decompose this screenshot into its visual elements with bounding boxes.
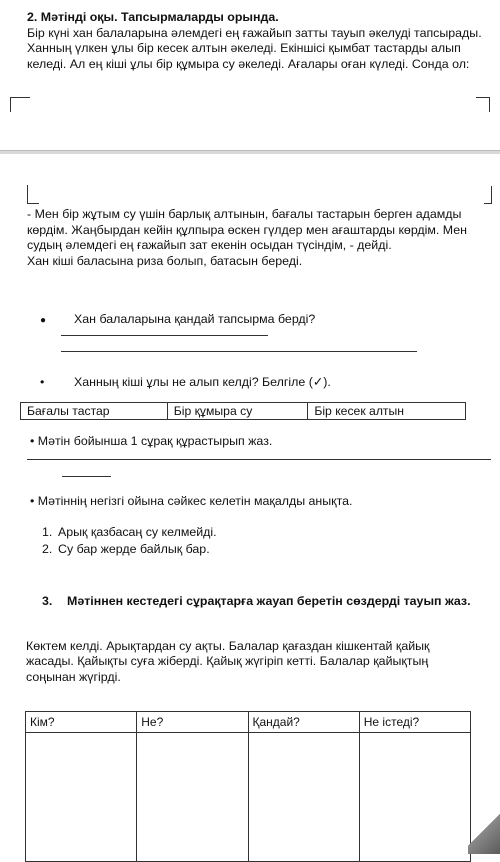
list-number: 2. xyxy=(42,542,53,556)
proverb-text: Су бар жерде байлық бар. xyxy=(58,542,210,556)
page-curl-corner xyxy=(468,806,500,854)
option-cell[interactable]: Бір кесек алтын xyxy=(308,403,466,420)
corner-bracket-tr-2 xyxy=(484,186,492,204)
options-table xyxy=(20,402,466,420)
grid-header: Не істеді? xyxy=(359,712,470,733)
bullet-icon: • xyxy=(30,494,35,508)
answer-grid xyxy=(25,711,471,862)
story-continuation xyxy=(27,207,489,269)
bullet-icon: • xyxy=(40,375,45,389)
proverb-text: Арық қазбасаң су келмейді. xyxy=(58,525,217,539)
question-2-text: Ханның кіші ұлы не алып келді? Белгіле (✓). xyxy=(74,375,331,389)
task2-block xyxy=(27,10,487,72)
option-cell[interactable]: Бағалы тастар xyxy=(21,403,168,420)
answer-line[interactable] xyxy=(61,335,268,336)
task3-title-text: Мәтіннен кестедегі сұрақтарға жауап беретін сөздерді тауып жаз. xyxy=(67,594,471,608)
question-3-text: Мәтін бойынша 1 сұрақ құрастырып жаз. xyxy=(37,434,273,448)
question-3 xyxy=(30,434,272,449)
corner-bracket-tl xyxy=(10,97,30,112)
question-2 xyxy=(40,375,331,390)
grid-cell[interactable] xyxy=(137,733,248,862)
grid-cell[interactable] xyxy=(359,733,470,862)
question-1-text: Хан балаларына қандай тапсырма берді? xyxy=(74,312,316,326)
task3-title xyxy=(42,594,471,609)
grid-header: Кім? xyxy=(26,712,137,733)
proverb-item xyxy=(42,525,217,540)
answer-line[interactable] xyxy=(27,459,491,460)
grid-cell[interactable] xyxy=(248,733,359,862)
task2-title: 2. Мәтінді оқы. Тапсырмаларды орында. xyxy=(27,10,279,24)
list-number: 1. xyxy=(42,525,53,539)
grid-cell[interactable] xyxy=(26,733,137,862)
grid-header: Не? xyxy=(137,712,248,733)
corner-bracket-tl-2 xyxy=(27,185,39,204)
question-4 xyxy=(30,494,352,509)
proverb-list xyxy=(42,525,217,557)
ending-text: Хан кіші баласына риза болып, батасын береді. xyxy=(27,253,303,268)
task3-text: Көктем келді. Арықтардан су ақты. Балалар қағаздан кішкентай қайық жасады. Қайықты суға жіберді. Қайық жүгіріп кетті. Балалар қайықтың соңынан жүгірді. xyxy=(26,639,430,684)
answer-line[interactable] xyxy=(61,351,417,352)
page-separator xyxy=(0,150,500,154)
speech-text: - Мен бір жұтым су үшін барлық алтынын, бағалы тастарын берген адамды көрдім. Жаңбырдан кейін құлпыра өскен гүлдер мен ағаштарды көрдім. Мен судың әлемдегі ең ғажайып зат екенін осыдан түсіндім, - дейді. xyxy=(27,207,468,253)
corner-bracket-tr xyxy=(476,97,490,112)
task2-text: Бір күні хан балаларына әлемдегі ең ғажайып затты тауып әкелуді тапсырады. Ханның үлкен ұлы бір кесек алтын әкеледі. Екіншісі қымбат тастарды алып келеді. Ал ең кіші ұлы бір құмыра су әкеледі. Ағалары оған күледі. Сонда ол: xyxy=(27,25,482,71)
option-cell[interactable]: Бір құмыра су xyxy=(167,403,308,420)
question-1 xyxy=(40,312,315,328)
answer-line[interactable] xyxy=(62,476,111,477)
bullet-icon: ● xyxy=(40,315,47,326)
task3-number: 3. xyxy=(42,594,53,608)
proverb-item xyxy=(42,542,217,557)
bullet-icon: • xyxy=(30,434,35,448)
question-4-text: Мәтіннің негізгі ойына сәйкес келетін мақалды анықта. xyxy=(37,494,353,508)
grid-header: Қандай? xyxy=(248,712,359,733)
